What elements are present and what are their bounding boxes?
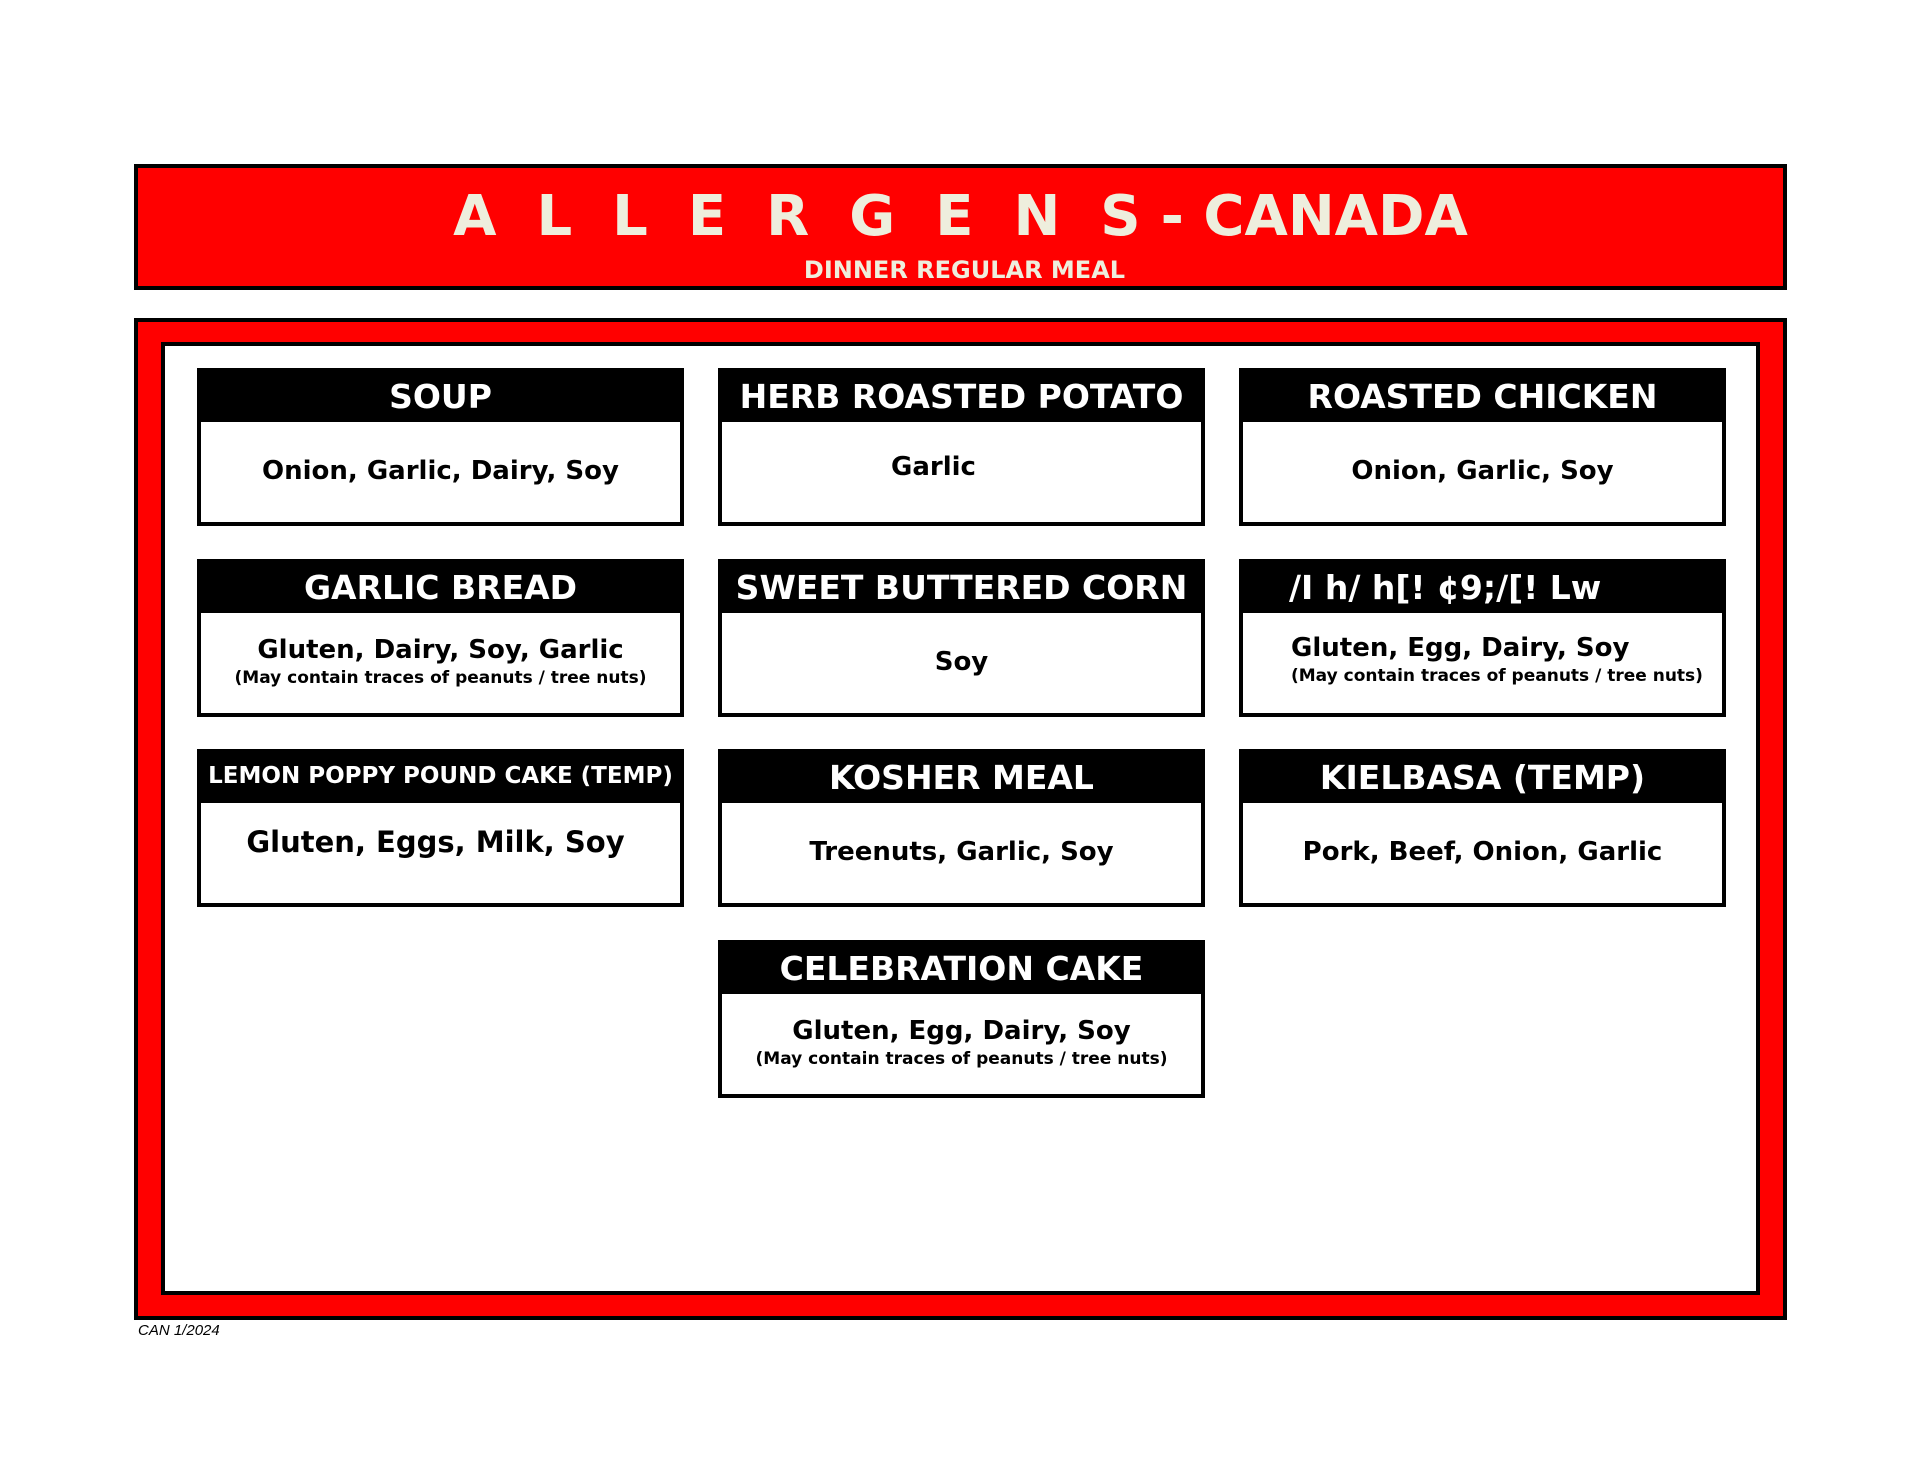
card-allergens: Soy xyxy=(934,647,989,677)
card-body xyxy=(722,613,1201,713)
card-body xyxy=(722,803,1201,903)
header-banner xyxy=(134,164,1787,290)
card-body xyxy=(1243,422,1722,522)
card-note: (May contain traces of peanuts / tree nuts) xyxy=(234,668,647,688)
card-title: LEMON POPPY POUND CAKE (TEMP) xyxy=(201,753,680,803)
card-title: GARLIC BREAD xyxy=(201,563,680,613)
card-body xyxy=(201,422,680,522)
card-allergens: Treenuts, Garlic, Soy xyxy=(809,837,1114,867)
card-note: (May contain traces of peanuts / tree nuts) xyxy=(1291,666,1703,686)
menu-card-kosher-meal xyxy=(718,749,1205,907)
card-body xyxy=(201,613,680,713)
card-title: SOUP xyxy=(201,372,680,422)
card-title: ROASTED CHICKEN xyxy=(1243,372,1722,422)
card-allergens: Onion, Garlic, Dairy, Soy xyxy=(262,456,619,486)
menu-card-soup xyxy=(197,368,684,526)
card-body xyxy=(722,994,1201,1094)
card-allergens: Gluten, Egg, Dairy, Soy xyxy=(792,1016,1131,1046)
page-subtitle: DINNER REGULAR MEAL xyxy=(803,256,1126,284)
card-title: HERB ROASTED POTATO xyxy=(722,372,1201,422)
card-body xyxy=(201,803,680,903)
menu-card-garlic-bread xyxy=(197,559,684,717)
card-allergens: Gluten, Dairy, Soy, Garlic xyxy=(257,635,624,665)
card-body xyxy=(1243,803,1722,903)
menu-card-sweet-buttered-corn xyxy=(718,559,1205,717)
card-allergens: Onion, Garlic, Soy xyxy=(1351,456,1614,486)
page-title-spaced: ALLERGENS xyxy=(453,184,1181,249)
card-title: CELEBRATION CAKE xyxy=(722,944,1201,994)
menu-card-kielbasa xyxy=(1239,749,1726,907)
document-version-code: CAN 1/2024 xyxy=(138,1322,220,1339)
card-allergens: Gluten, Eggs, Milk, Soy xyxy=(246,825,625,859)
menu-card-celebration-cake xyxy=(718,940,1205,1098)
menu-card-roasted-chicken xyxy=(1239,368,1726,526)
page-title-suffix: - CANADA xyxy=(1160,184,1468,249)
menu-card-lemon-poppy-pound-cake xyxy=(197,749,684,907)
card-note: (May contain traces of peanuts / tree nuts) xyxy=(755,1049,1168,1069)
card-title: KOSHER MEAL xyxy=(722,753,1201,803)
card-allergens: Garlic xyxy=(891,452,976,482)
page-title xyxy=(138,184,1783,250)
card-body xyxy=(1243,613,1722,713)
card-title: /I h/ h[! ¢9;/[! Lw xyxy=(1243,563,1722,613)
menu-card-garbled-title xyxy=(1239,559,1726,717)
card-title: KIELBASA (TEMP) xyxy=(1243,753,1722,803)
menu-card-herb-roasted-potato xyxy=(718,368,1205,526)
card-title: SWEET BUTTERED CORN xyxy=(722,563,1201,613)
card-allergens: Gluten, Egg, Dairy, Soy xyxy=(1291,633,1630,663)
card-body xyxy=(722,422,1201,522)
card-allergens: Pork, Beef, Onion, Garlic xyxy=(1302,837,1663,867)
